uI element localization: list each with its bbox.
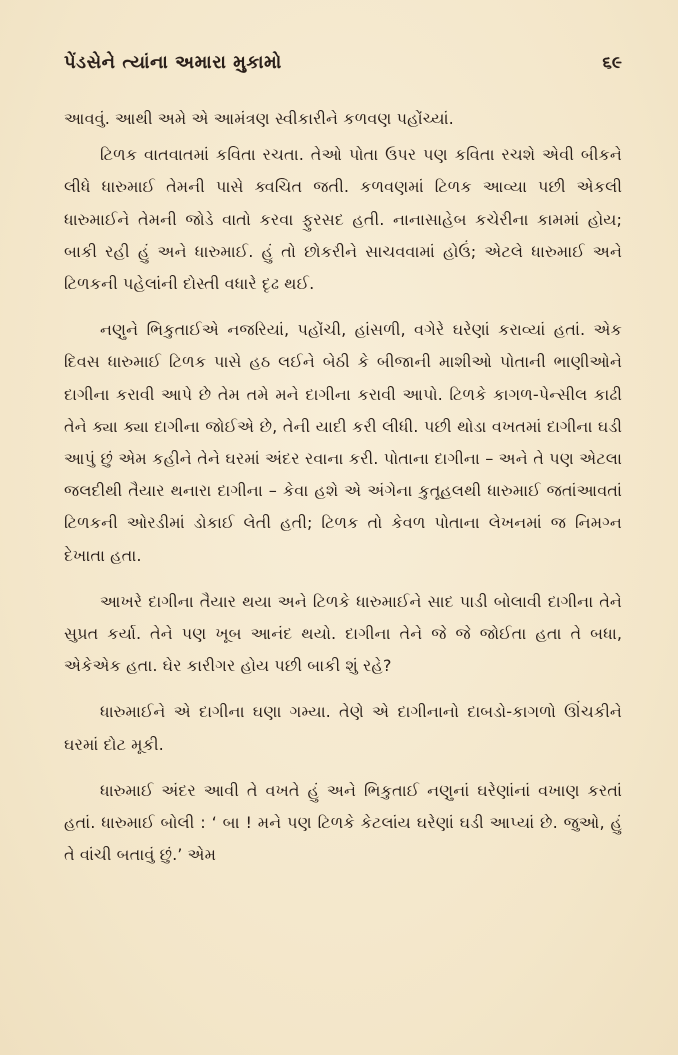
paragraph-1: આવવું. આથી અમે એ આમંત્રણ સ્વીકારીને કળવણ પહોંચ્યાં. <box>64 109 454 128</box>
running-head <box>64 52 622 73</box>
paragraph-6: ધારુમાઈ અંદર આવી તે વખતે હું અને ભિકુતાઈ નણુનાં ઘરેણાંનાં વખાણ કરતાં હતાં. ધારુમાઈ બોલી : ‘ બા ! મને પણ ટિળકે કેટલાંય ઘરેણાં ઘડી આપ્યાં છે. જુઓ, હું તે વાંચી બતાવું છું.’ એમ <box>64 780 622 865</box>
paragraph-5: ધારુમાઈને એ દાગીના ઘણા ગમ્યા. તેણે એ દાગીનાનો દાબડો-કાગળો ઊંચકીને ઘરમાં દોટ મૂકી. <box>64 702 622 754</box>
body-text <box>64 103 622 871</box>
running-title: પેંડસેને ત્યાંના અમારા મુકામો <box>64 52 282 73</box>
page-number: ૬૯ <box>602 53 622 73</box>
paragraph-3: નણુને ભિકુતાઈએ નજરિયાં, પહોંચી, હાંસળી, વગેરે ઘરેણાં કરાવ્યાં હતાં. એક દિવસ ધારુમાઈ ટિળક પાસે હઠ લઈને બેઠી કે બીજાની માશીઓ પોતાની ભાણીઓને દાગીના કરાવી આપે છે તેમ તમે મને દાગીના કરાવી આપો. ટિળકે કાગળ-પેન્સીલ કાઢી તેને ક્યા ક્યા દાગીના જોઈએ છે, તેની યાદી કરી લીધી. પછી થોડા વખતમાં દાગીના ઘડી આપું છું એમ કહીને તેને ઘરમાં અંદર રવાના કરી. પોતાના દાગીના – અને તે પણ એટલા જલદીથી તૈયાર થનારા દાગીના – કેવા હશે એ અંગેના કુતૂહલથી ધારુમાઈ જતાંઆવતાં ટિળકની ઓરડીમાં ડોકાઈ લેતી હતી; ટિળક તો કેવળ પોતાના લેખનમાં જ નિમગ્ન દેખાતા હતા. <box>64 320 622 565</box>
paragraph-2: ટિળક વાતવાતમાં કવિતા રચતા. તેઓ પોતા ઉપર પણ કવિતા રચશે એવી બીકને લીધે ધારુમાઈ તેમની પાસે ક્વચિત જતી. કળવણમાં ટિળક આવ્યા પછી એકલી ધારુમાઈને તેમની જોડે વાતો કરવા ફુરસદ હતી. નાનાસાહેબ કચેરીના કામમાં હોય; બાકી રહી હું અને ધારુમાઈ. હું તો છોકરીને સાચવવામાં હોઉં; એટલે ધારુમાઈ અને ટિળકની પહેલાંની દોસ્તી વધારે દૃઢ થઈ. <box>64 145 622 294</box>
paragraph-4: આખરે દાગીના તૈયાર થયા અને ટિળકે ધારુમાઈને સાદ પાડી બોલાવી દાગીના તેને સુપ્રત કર્યા. તેને પણ ખૂબ આનંદ થયો. દાગીના તેને જે જે જોઈતા હતા તે બધા, એકેએક હતા. ઘેર કારીગર હોય પછી બાકી શું રહે? <box>64 591 622 676</box>
